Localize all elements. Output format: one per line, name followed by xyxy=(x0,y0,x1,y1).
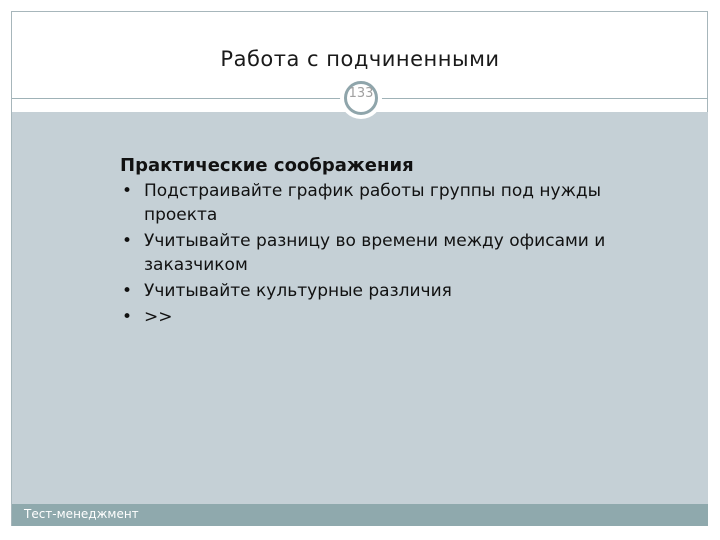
list-item-text: Учитывайте культурные различия xyxy=(144,281,452,301)
list-item xyxy=(120,305,660,329)
bullet-list xyxy=(120,179,660,329)
list-item xyxy=(120,279,660,303)
list-item-text: Учитывайте разницу во времени между офисами и заказчиком xyxy=(144,231,606,275)
list-item-text: Подстраивайте график работы группы под нужды проекта xyxy=(144,181,602,225)
footer-text: Тест-менеджмент xyxy=(24,507,139,521)
page-number: 133 xyxy=(348,86,374,101)
list-item-text: >> xyxy=(144,307,173,327)
page-number-badge xyxy=(340,77,382,119)
bullet-icon: • xyxy=(122,307,133,327)
list-item xyxy=(120,179,660,227)
list-item xyxy=(120,229,660,277)
bullet-icon: • xyxy=(122,181,133,201)
bullet-icon: • xyxy=(122,281,133,301)
section-heading: Практические соображения xyxy=(120,155,414,176)
slide-body xyxy=(120,155,660,331)
slide-title: Работа с подчиненными xyxy=(220,47,500,71)
bullet-icon: • xyxy=(122,231,133,251)
